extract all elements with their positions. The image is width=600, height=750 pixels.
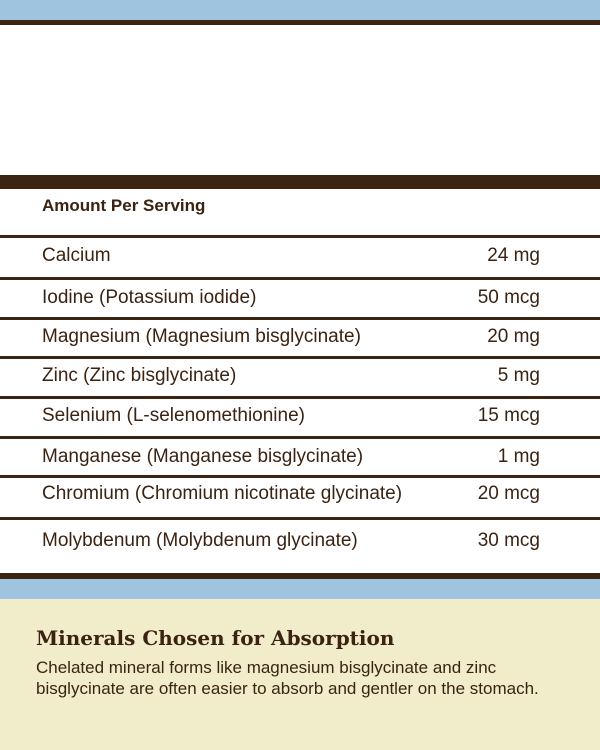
- amount-per-serving-header: Amount Per Serving: [42, 196, 206, 215]
- row-divider: [0, 475, 600, 478]
- row-divider: [0, 517, 600, 520]
- nutrient-amount: 5 mg: [497, 365, 540, 386]
- row-divider: [0, 436, 600, 439]
- top-color-band: [0, 0, 600, 20]
- row-divider: [0, 235, 600, 238]
- nutrient-amount: 20 mcg: [477, 483, 540, 504]
- nutrient-amount: 20 mg: [487, 326, 540, 347]
- nutrient-name: Molybdenum (Molybdenum glycinate): [42, 530, 358, 551]
- nutrient-name: Selenium (L-selenomethionine): [42, 405, 305, 426]
- row-divider: [0, 317, 600, 320]
- row-divider: [0, 396, 600, 399]
- bottom-color-band: [0, 579, 600, 599]
- info-body: Chelated mineral forms like magnesium bisglycinate and zinc bisglycinate are often easier to absorb and gentler on the stomach.: [36, 658, 539, 698]
- nutrient-name: Manganese (Manganese bisglycinate): [42, 446, 364, 467]
- nutrient-amount: 50 mcg: [477, 287, 540, 308]
- nutrient-name: Iodine (Potassium iodide): [42, 287, 257, 308]
- top-rule: [0, 20, 600, 25]
- nutrient-name: Calcium: [42, 245, 111, 266]
- nutrient-amount: 30 mcg: [477, 530, 540, 551]
- absorption-info-panel: [0, 599, 600, 750]
- nutrient-name: Zinc (Zinc bisglycinate): [42, 365, 237, 386]
- nutrient-name: Magnesium (Magnesium bisglycinate): [42, 326, 361, 347]
- facts-thick-bar: [0, 175, 600, 189]
- info-title: Minerals Chosen for Absorption: [36, 626, 395, 650]
- nutrient-amount: 24 mg: [487, 245, 540, 266]
- row-divider: [0, 277, 600, 280]
- nutrient-name: Chromium (Chromium nicotinate glycinate): [42, 483, 403, 504]
- nutrient-amount: 1 mg: [497, 446, 540, 467]
- nutrient-amount: 15 mcg: [477, 405, 540, 426]
- row-divider: [0, 356, 600, 359]
